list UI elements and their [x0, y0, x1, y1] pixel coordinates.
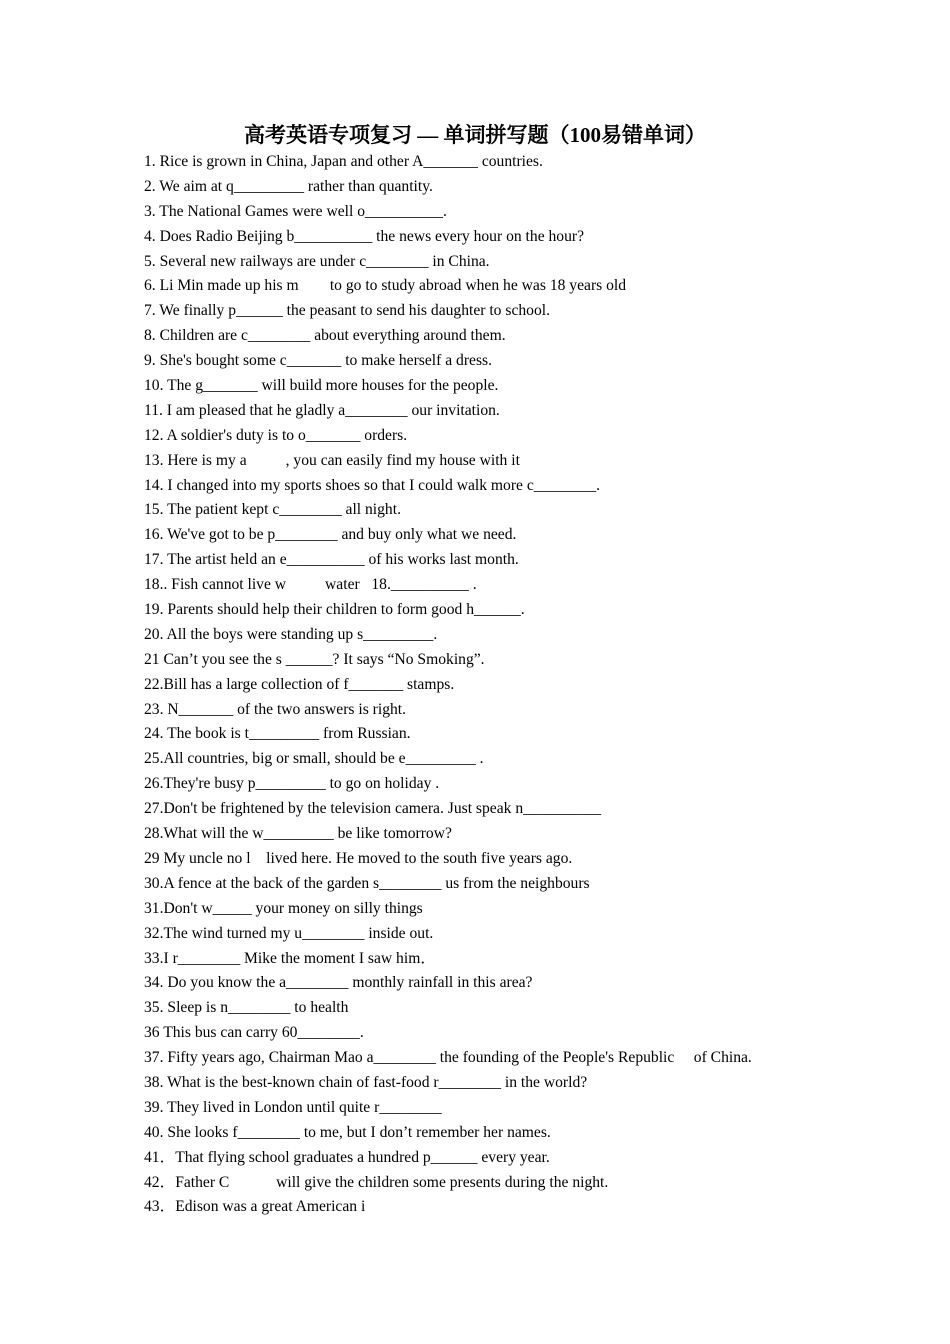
question-item: 26.They're busy p_________ to go on holiday .: [144, 775, 440, 793]
question-item: 43．Edison was a great American i: [144, 1198, 366, 1216]
question-item: 18.. Fish cannot live w water 18.__________ .: [144, 576, 477, 594]
question-item: 7. We finally p______ the peasant to send his daughter to school.: [144, 302, 550, 320]
question-item: 17. The artist held an e__________ of his works last month.: [144, 551, 519, 569]
question-item: 32.The wind turned my u________ inside out.: [144, 924, 434, 942]
question-item: 9. She's bought some c_______ to make herself a dress.: [144, 352, 492, 370]
question-item: 21 Can’t you see the s ______? It says “No Smoking”.: [144, 650, 485, 668]
question-item: 19. Parents should help their children to form good h______.: [144, 601, 525, 619]
question-item: 25.All countries, big or small, should be e_________ .: [144, 750, 484, 768]
question-item: 36 This bus can carry 60________.: [144, 1024, 364, 1042]
question-item: 16. We've got to be p________ and buy only what we need.: [144, 526, 517, 544]
question-item: 34. Do you know the a________ monthly rainfall in this area?: [144, 974, 533, 992]
question-item: 37. Fifty years ago, Chairman Mao a________ the founding of the People's Republic of China.: [144, 1049, 752, 1067]
question-item: 1. Rice is grown in China, Japan and other A_______ countries.: [144, 153, 543, 170]
question-item: 6. Li Min made up his m to go to study abroad when he was 18 years old: [144, 277, 627, 295]
question-item: 11. I am pleased that he gladly a________ our invitation.: [144, 401, 500, 419]
question-item: 22.Bill has a large collection of f_______ stamps.: [144, 675, 455, 693]
question-item: 15. The patient kept c________ all night.: [144, 501, 401, 519]
question-item: 28.What will the w_________ be like tomorrow?: [144, 825, 452, 843]
question-item: 41．That flying school graduates a hundred p______ every year.: [144, 1148, 550, 1166]
question-item: 27.Don't be frightened by the television camera. Just speak n__________: [144, 800, 602, 818]
question-item: 39. They lived in London until quite r________: [144, 1098, 442, 1116]
document-title: 高考英语专项复习 — 单词拼写题（100易错单词）: [244, 123, 706, 147]
question-item: 42．Father C will give the children some presents during the night.: [144, 1173, 609, 1191]
question-item: 23. N_______ of the two answers is right.: [144, 700, 407, 718]
question-item: 24. The book is t_________ from Russian.: [144, 725, 411, 743]
question-item: 10. The g_______ will build more houses for the people.: [144, 377, 499, 395]
question-item: 35. Sleep is n________ to health: [144, 999, 349, 1017]
question-item: 30.A fence at the back of the garden s________ us from the neighbours: [144, 874, 590, 892]
question-item: 31.Don't w_____ your money on silly things: [144, 899, 423, 917]
question-item: 4. Does Radio Beijing b__________ the news every hour on the hour?: [144, 227, 585, 245]
question-item: 40. She looks f________ to me, but I don’t remember her names.: [144, 1123, 551, 1141]
question-item: 14. I changed into my sports shoes so that I could walk more c________.: [144, 476, 601, 494]
question-item: 38. What is the best-known chain of fast-food r________ in the world?: [144, 1073, 588, 1091]
question-item: 13. Here is my a , you can easily find my house with it: [144, 451, 520, 469]
question-item: 12. A soldier's duty is to o_______ orders.: [144, 426, 408, 444]
question-list: [144, 150, 924, 1220]
question-item: 5. Several new railways are under c________ in China.: [144, 252, 490, 270]
question-item: 20. All the boys were standing up s_________.: [144, 625, 438, 643]
question-item: 29 My uncle no l lived here. He moved to the south five years ago.: [144, 849, 573, 867]
question-item: 33.I r________ Mike the moment I saw him．: [144, 949, 436, 967]
question-item: 2. We aim at q_________ rather than quantity.: [144, 177, 433, 195]
question-item: 3. The National Games were well o__________.: [144, 202, 447, 220]
question-item: 8. Children are c________ about everything around them.: [144, 327, 506, 345]
